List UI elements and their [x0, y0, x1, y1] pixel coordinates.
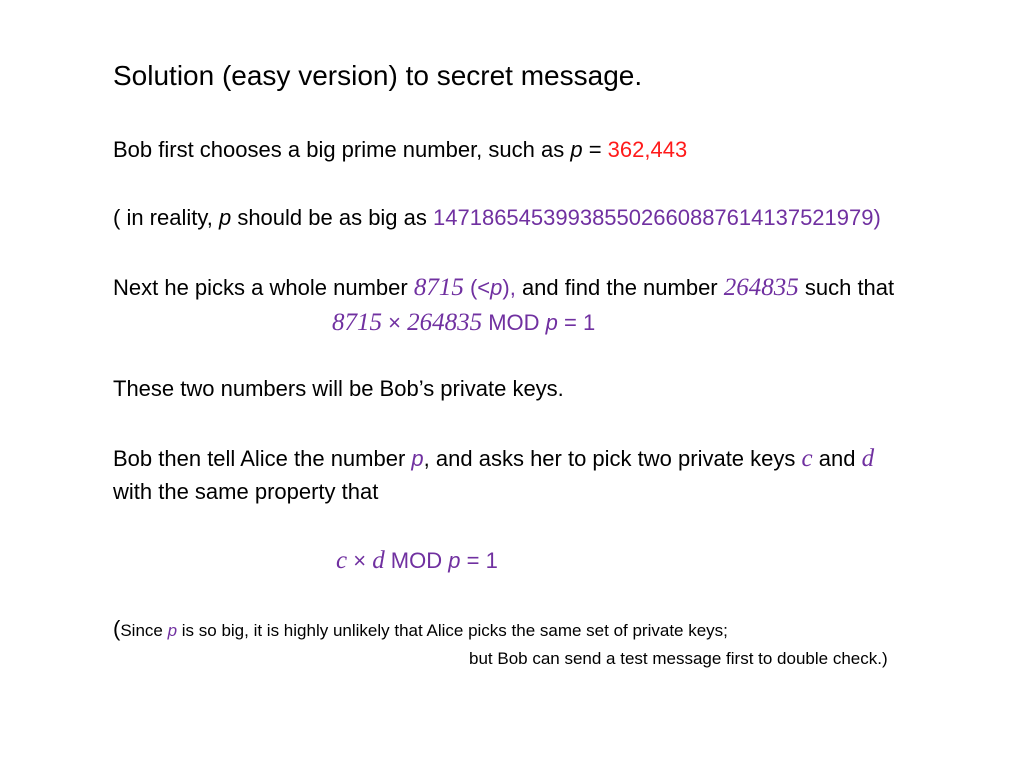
- alice-prefix: Bob then tell Alice the number: [113, 446, 412, 471]
- alice-middle: , and asks her to pick two private keys: [423, 446, 802, 471]
- prime-choice-line: [113, 139, 687, 161]
- note-line-1: [113, 618, 728, 640]
- var-p: p: [448, 548, 461, 573]
- var-p: p: [570, 137, 583, 162]
- slide-title: Solution (easy version) to secret message.: [113, 60, 643, 91]
- whole-number-prefix: Next he picks a whole number: [113, 275, 414, 300]
- mod-text: MOD: [384, 548, 449, 573]
- eq-num2: 264835: [407, 309, 483, 336]
- whole-number-suffix: such that: [798, 275, 895, 300]
- var-p: p: [545, 310, 558, 335]
- var-d: d: [861, 445, 875, 472]
- note-rest: is so big, it is highly unlikely that Alice picks the same set of private keys;: [177, 621, 728, 640]
- equation-alice: [336, 548, 498, 573]
- eq-rest: = 1: [460, 548, 498, 573]
- same-property-line: with the same property that: [113, 479, 379, 504]
- paren-close: ),: [502, 275, 516, 300]
- note-since: Since: [120, 621, 168, 640]
- whole-number-line: [113, 275, 894, 300]
- var-p: p: [167, 621, 178, 640]
- note-line-2: but Bob can send a test message first to double check.): [469, 649, 888, 668]
- reality-prefix: ( in reality,: [113, 205, 219, 230]
- reality-middle: should be as big as: [231, 205, 434, 230]
- var-p: p: [490, 275, 503, 300]
- paren-open: (<: [463, 275, 491, 300]
- times-sign: ×: [382, 310, 408, 335]
- key-264835: 264835: [723, 274, 799, 301]
- var-c: c: [801, 445, 813, 472]
- prime-choice-text: Bob first chooses a big prime number, such as: [113, 137, 571, 162]
- eq-rest: = 1: [557, 310, 596, 335]
- equation-bob: [332, 310, 595, 335]
- alice-line: [113, 446, 874, 471]
- big-prime-value: 147186545399385502660887614137521979): [433, 205, 881, 230]
- eq-var-d: d: [372, 547, 385, 574]
- and-text: and: [812, 446, 862, 471]
- eq-var-c: c: [336, 547, 348, 574]
- var-p: p: [218, 205, 232, 230]
- prime-value: 362,443: [607, 137, 688, 162]
- times-sign: ×: [347, 548, 373, 573]
- eq-num1: 8715: [332, 309, 382, 336]
- reality-line: [113, 207, 881, 229]
- equals-sign: =: [582, 137, 608, 162]
- mod-text: MOD: [482, 310, 546, 335]
- private-keys-line: These two numbers will be Bob’s private keys.: [113, 376, 564, 401]
- note-paren: (: [113, 616, 121, 641]
- key-8715: 8715: [413, 274, 464, 301]
- whole-number-middle: and find the number: [515, 275, 724, 300]
- var-p: p: [411, 446, 424, 471]
